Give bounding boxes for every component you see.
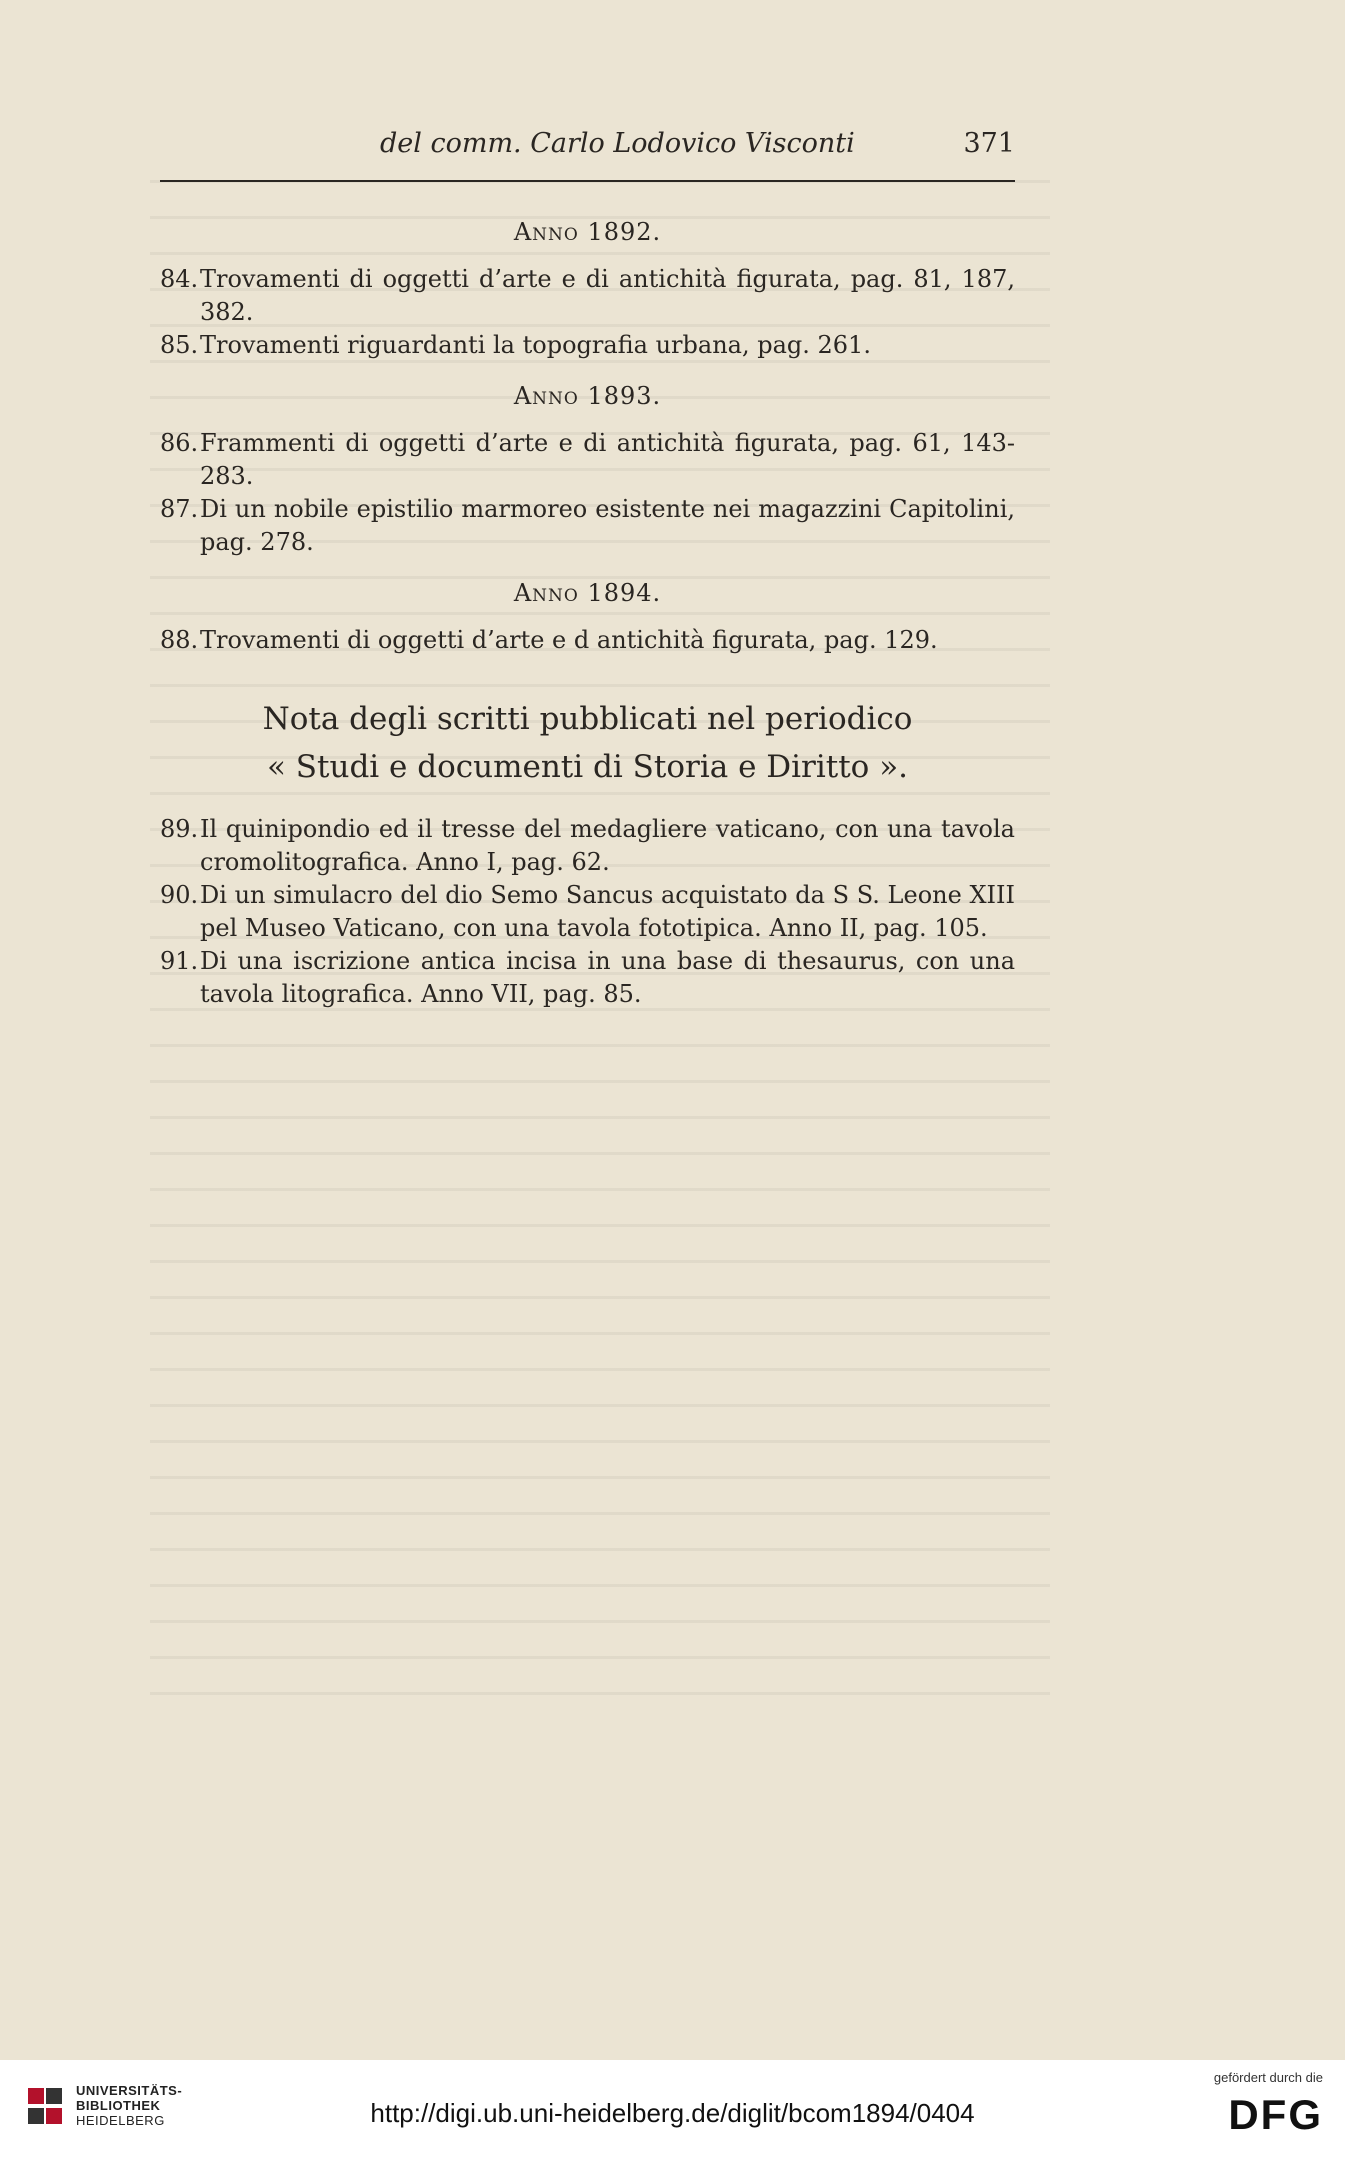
section-title-line: « Studi e documenti di Storia e Diritto ». bbox=[266, 749, 909, 785]
list-item bbox=[160, 945, 1015, 1011]
entry-text: Trovamenti di oggetti d’arte e d antichità figurata, pag. 129. bbox=[200, 626, 938, 654]
page-header bbox=[160, 128, 1015, 168]
entry-list bbox=[160, 813, 1015, 1011]
entry-list bbox=[160, 624, 1015, 657]
entry-number: 84. bbox=[160, 265, 199, 293]
section-title bbox=[160, 695, 1015, 791]
permalink-link[interactable]: http://digi.ub.uni-heidelberg.de/diglit/bcom1894/0404 bbox=[370, 2098, 975, 2128]
entry-text: Di una iscrizione antica incisa in una base di thesaurus, con una tavola litografica. Anno VII, pag. 85. bbox=[200, 947, 1015, 1008]
entry-text: Il quinipondio ed il tresse del medagliere vaticano, con una tavola cromolitografica. Anno I, pag. 62. bbox=[200, 815, 1015, 876]
entry-text: Di un nobile epistilio marmoreo esistente nei magazzini Capitolini, pag. 278. bbox=[200, 495, 1015, 556]
list-item bbox=[160, 879, 1015, 945]
entry-number: 86. bbox=[160, 429, 199, 457]
entry-text: Frammenti di oggetti d’arte e di antichità figurata, pag. 61, 143-283. bbox=[200, 429, 1015, 490]
funding-note: gefördert durch die bbox=[1213, 2070, 1323, 2085]
section-title-line: Nota degli scritti pubblicati nel periodico bbox=[262, 701, 913, 737]
entry-number: 89. bbox=[160, 815, 199, 843]
library-name-line: BIBLIOTHEK bbox=[76, 2098, 161, 2113]
entry-number: 87. bbox=[160, 495, 199, 523]
footer-bar bbox=[0, 2060, 1345, 2157]
entry-list bbox=[160, 263, 1015, 362]
list-item bbox=[160, 624, 1015, 657]
page-number: 371 bbox=[963, 128, 1015, 159]
year-heading: Anno 1893. bbox=[513, 382, 662, 410]
library-name-line: HEIDELBERG bbox=[76, 2113, 165, 2128]
list-item bbox=[160, 427, 1015, 493]
entry-number: 88. bbox=[160, 626, 199, 654]
year-heading: Anno 1894. bbox=[513, 579, 662, 607]
page-body bbox=[160, 210, 1015, 1029]
list-item bbox=[160, 329, 1015, 362]
entry-number: 91. bbox=[160, 947, 199, 975]
list-item bbox=[160, 263, 1015, 329]
library-name-line: UNIVERSITÄTS- bbox=[76, 2083, 183, 2098]
header-rule bbox=[160, 180, 1015, 182]
list-item bbox=[160, 493, 1015, 559]
entry-number: 90. bbox=[160, 881, 199, 909]
entry-list bbox=[160, 427, 1015, 559]
list-item bbox=[160, 813, 1015, 879]
dfg-logo-icon: DFG bbox=[1228, 2091, 1323, 2138]
entry-text: Di un simulacro del dio Semo Sancus acquistato da S S. Leone XIII pel Museo Vaticano, con una tavola fototipica. Anno II, pag. 105. bbox=[200, 881, 1015, 942]
entry-number: 85. bbox=[160, 331, 199, 359]
running-title: del comm. Carlo Lodovico Visconti bbox=[380, 128, 855, 159]
entry-text: Trovamenti riguardanti la topografia urbana, pag. 261. bbox=[200, 331, 871, 359]
entry-text: Trovamenti di oggetti d’arte e di antichità figurata, pag. 81, 187, 382. bbox=[200, 265, 1015, 326]
funder-logo bbox=[1188, 2070, 1323, 2150]
year-heading: Anno 1892. bbox=[513, 218, 662, 246]
